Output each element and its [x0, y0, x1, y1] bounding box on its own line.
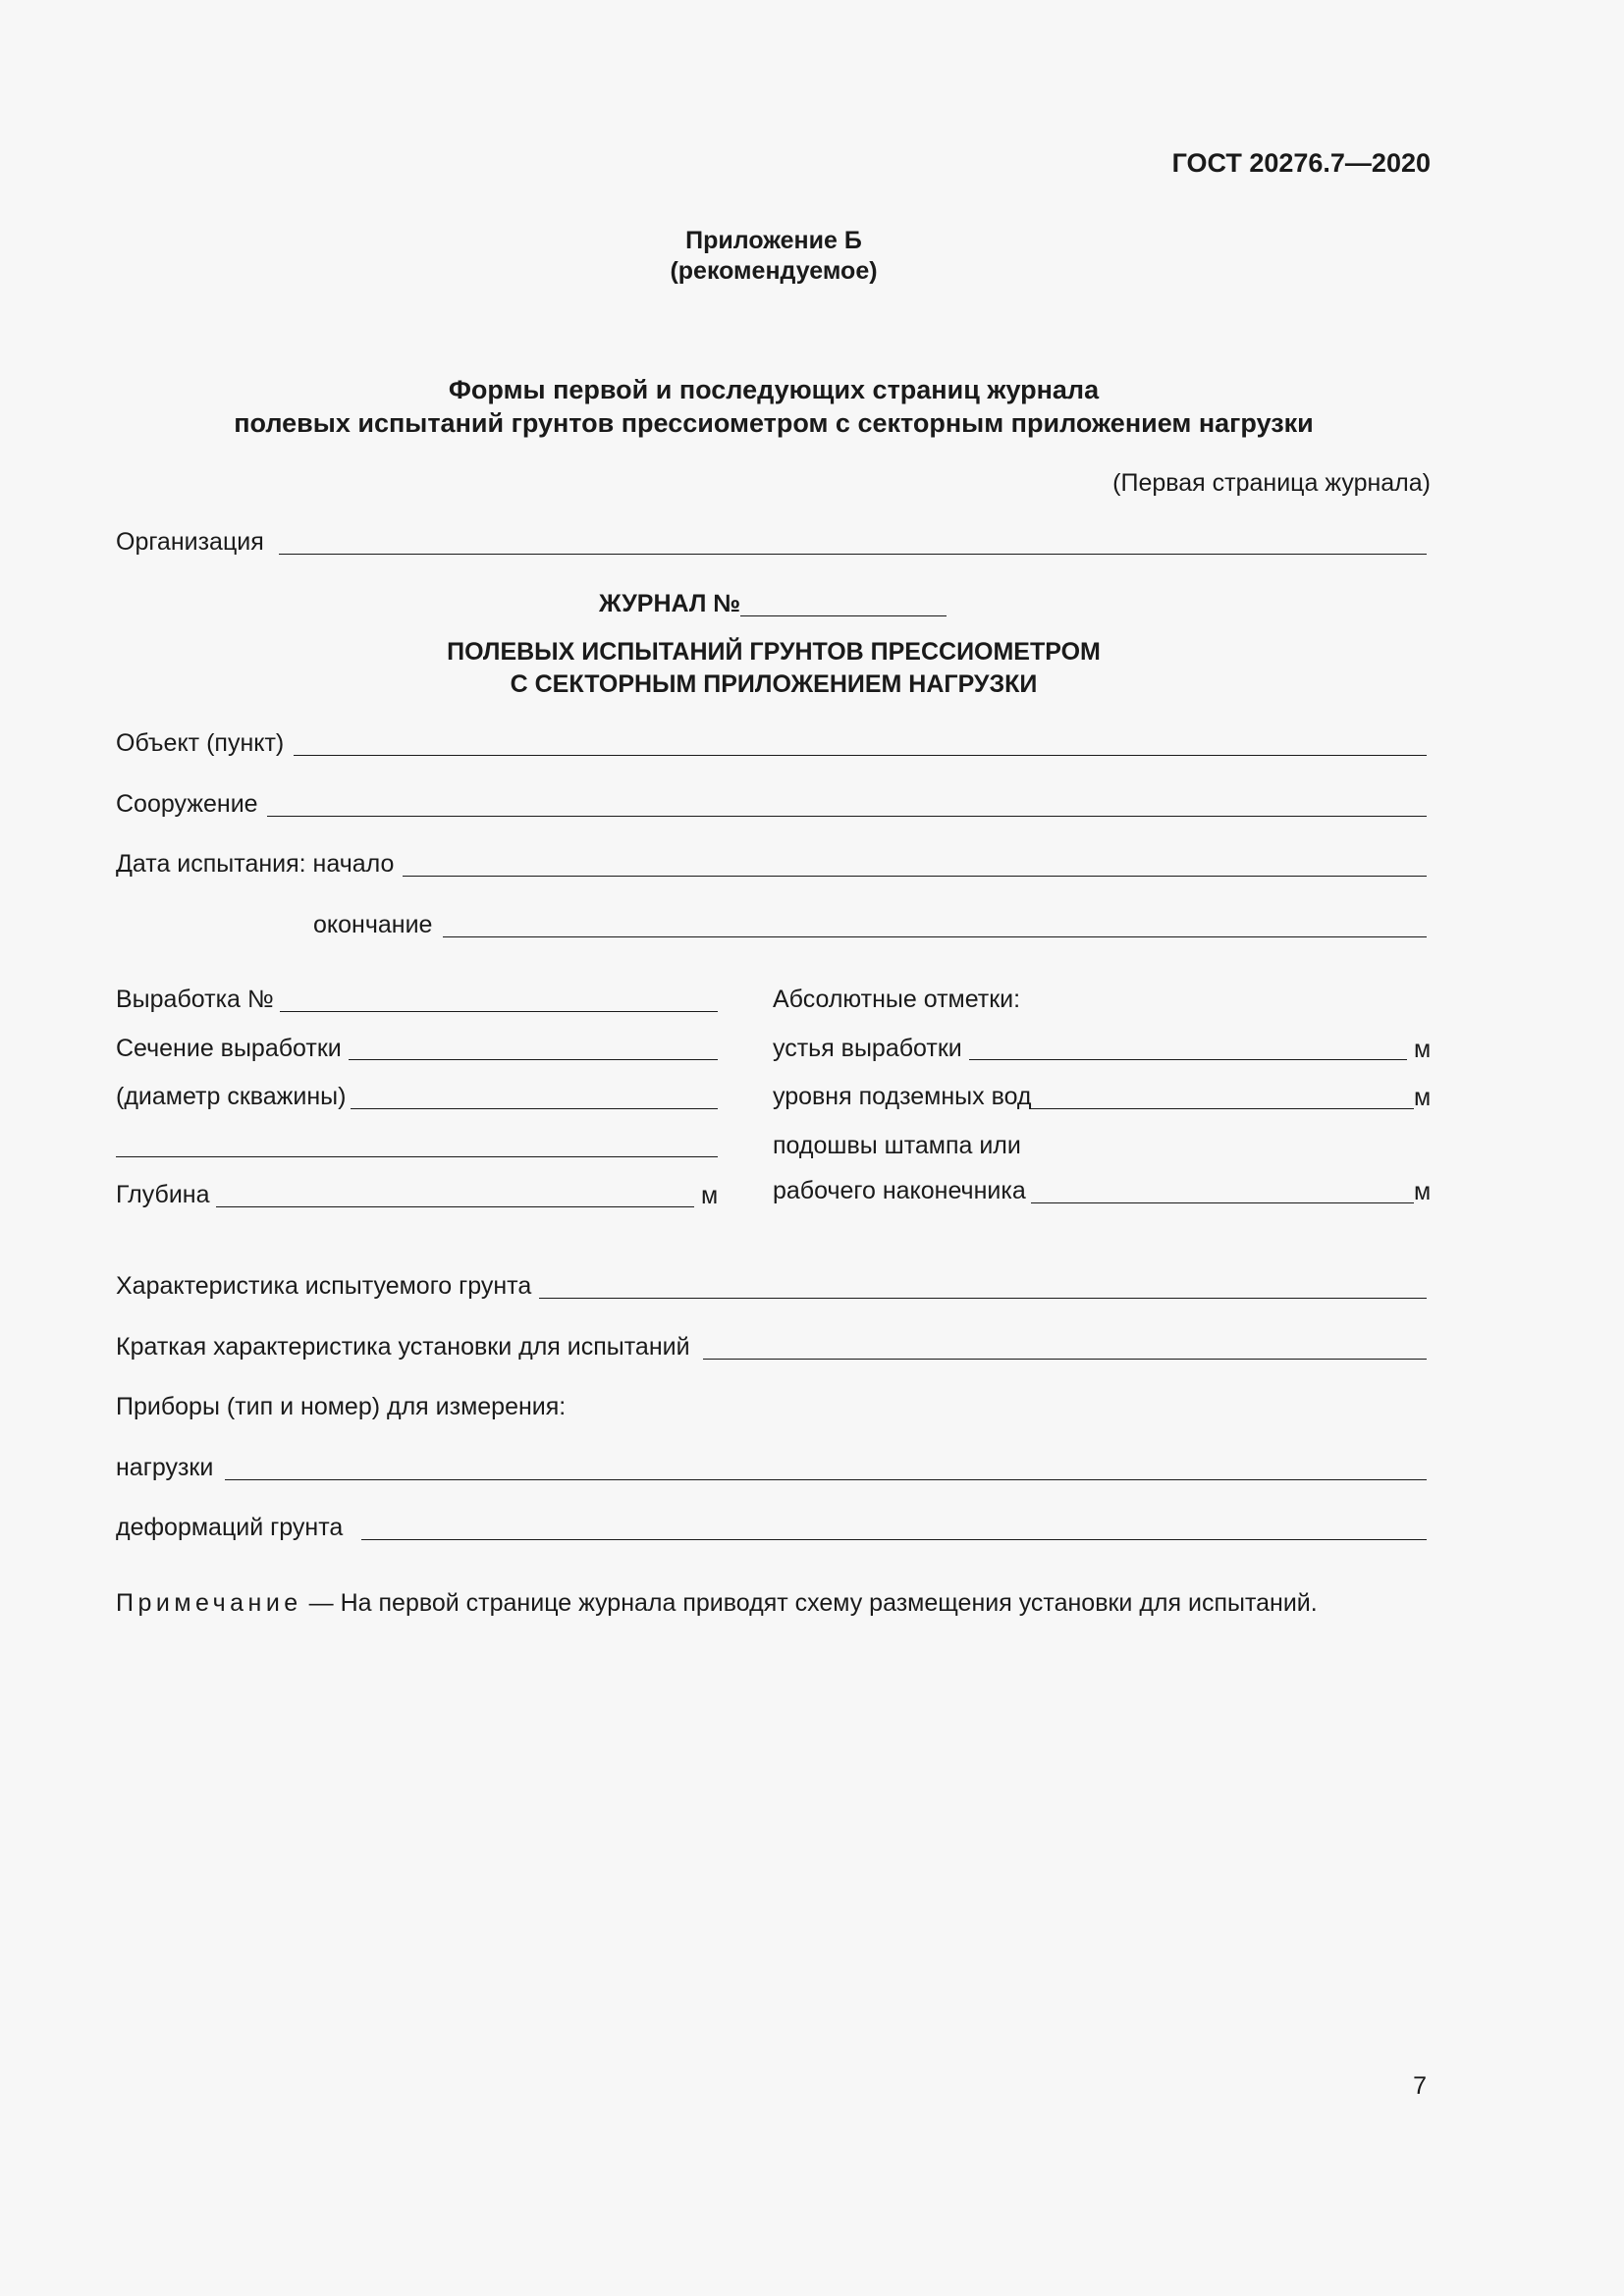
journal-title-line2: С СЕКТОРНЫМ ПРИЛОЖЕНИЕМ НАГРУЗКИ — [510, 670, 1038, 698]
structure-field[interactable] — [267, 816, 1427, 817]
groundwater-field[interactable] — [1031, 1108, 1414, 1109]
page-caption: (Первая страница журнала) — [1112, 469, 1431, 497]
stamp-field[interactable] — [1031, 1202, 1414, 1203]
note-text: — На первой странице журнала приводят схему размещения установки для испытаний. — [301, 1589, 1318, 1617]
installation-field[interactable] — [703, 1359, 1427, 1360]
depth-field[interactable] — [216, 1206, 694, 1207]
note — [116, 1589, 1318, 1618]
instruments-label: Приборы (тип и номер) для измерения: — [116, 1393, 567, 1420]
load-instrument-field[interactable] — [225, 1479, 1427, 1480]
journal-title-line1: ПОЛЕВЫХ ИСПЫТАНИЙ ГРУНТОВ ПРЕССИОМЕТРОМ — [447, 638, 1101, 666]
groundwater-unit: м — [1414, 1084, 1432, 1111]
mouth-unit: м — [1414, 1036, 1432, 1063]
mouth-label: устья выработки — [773, 1035, 962, 1062]
deformation-instrument-field[interactable] — [361, 1539, 1427, 1540]
note-label: Примечание — [116, 1589, 302, 1617]
mouth-field[interactable] — [969, 1059, 1407, 1060]
stamp-label-line2: рабочего наконечника — [773, 1177, 1026, 1204]
structure-label: Сооружение — [116, 790, 258, 818]
test-date-start-field[interactable] — [403, 876, 1427, 877]
borehole-diameter-field[interactable] — [351, 1108, 718, 1109]
test-date-end-label: окончание — [313, 911, 433, 938]
installation-label: Краткая характеристика установки для испытаний — [116, 1333, 690, 1361]
object-label: Объект (пункт) — [116, 729, 285, 757]
excavation-number-label: Выработка № — [116, 986, 274, 1013]
soil-characteristic-field[interactable] — [539, 1298, 1427, 1299]
journal-number-label: ЖУРНАЛ № — [599, 590, 741, 617]
standard-number: ГОСТ 20276.7—2020 — [1171, 148, 1431, 178]
section-title-line2: полевых испытаний грунтов прессиометром с секторным приложением нагрузки — [234, 408, 1314, 438]
depth-label: Глубина — [116, 1181, 210, 1208]
organization-label: Организация — [116, 528, 264, 556]
object-field[interactable] — [294, 755, 1427, 756]
depth-unit: м — [701, 1182, 719, 1209]
appendix-title: Приложение Б — [685, 227, 862, 254]
load-label: нагрузки — [116, 1454, 214, 1481]
test-date-start-label: Дата испытания: начало — [116, 850, 395, 878]
extra-section-field[interactable] — [116, 1156, 718, 1157]
page-number: 7 — [1413, 2072, 1427, 2100]
section-title-line1: Формы первой и последующих страниц журнала — [448, 375, 1100, 404]
absolute-marks-label: Абсолютные отметки: — [773, 986, 1021, 1013]
excavation-number-field[interactable] — [280, 1011, 718, 1012]
appendix-status: (рекомендуемое) — [670, 257, 878, 285]
excavation-section-label: Сечение выработки — [116, 1035, 342, 1062]
soil-characteristic-label: Характеристика испытуемого грунта — [116, 1272, 532, 1300]
journal-number-field[interactable] — [740, 615, 947, 616]
deformation-label: деформаций грунта — [116, 1514, 344, 1541]
excavation-section-field[interactable] — [349, 1059, 718, 1060]
organization-field[interactable] — [279, 554, 1427, 555]
borehole-diameter-label: (диаметр скважины) — [116, 1083, 347, 1110]
stamp-unit: м — [1414, 1178, 1432, 1205]
groundwater-label: уровня подземных вод — [773, 1083, 1032, 1110]
stamp-label-line1: подошвы штампа или — [773, 1132, 1021, 1159]
test-date-end-field[interactable] — [443, 936, 1427, 937]
